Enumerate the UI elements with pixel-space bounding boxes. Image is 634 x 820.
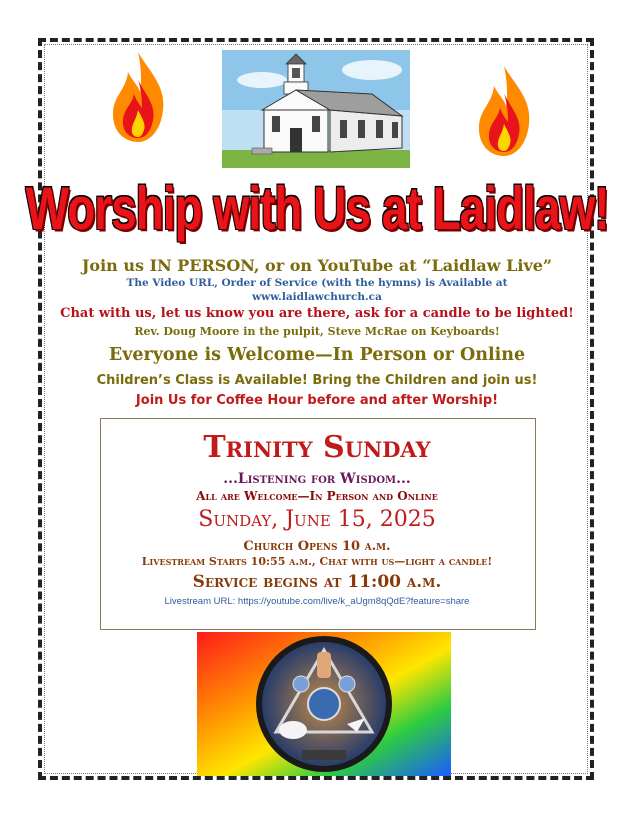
church-illustration (222, 50, 410, 168)
headline: Worship with Us at Laidlaw! (25, 173, 609, 242)
livestream-link[interactable]: https://youtube.com/live/k_aUgm8qQdE?feature=share (237, 596, 470, 607)
flame-icon (474, 64, 534, 159)
video-info (0, 276, 634, 304)
chat-line: Chat with us, let us know you are there, ask for a candle to be lighted! (60, 306, 574, 321)
stained-glass-trinity (197, 632, 451, 776)
video-info-line: The Video URL, Order of Service (with the hymns) is Available at (126, 277, 508, 289)
welcome-line: Everyone is Welcome—In Person or Online (108, 345, 526, 365)
service-begins: Service begins at 11:00 a.m. (192, 572, 442, 592)
join-line: Join us IN PERSON, or on YouTube at “Laidlaw Live” (81, 256, 553, 275)
flame-icon (108, 50, 168, 145)
children-line: Children’s Class is Available! Bring the Children and join us! (96, 373, 538, 388)
service-title: Trinity Sunday (203, 430, 431, 465)
service-date: Sunday, June 15, 2025 (198, 507, 436, 532)
service-welcome: All are Welcome—In Person and Online (196, 489, 438, 503)
website-link[interactable]: www.laidlawchurch.ca (252, 291, 382, 303)
church-opens: Church Opens 10 a.m. (243, 539, 391, 554)
pulpit-line: Rev. Doug Moore in the pulpit, Steve McRae on Keyboards! (134, 325, 500, 338)
livestream-label: Livestream URL: (164, 596, 236, 607)
livestream-starts: Livestream Starts 10:55 a.m., Chat with us—light a candle! (141, 555, 493, 568)
coffee-line: Join Us for Coffee Hour before and after Worship! (135, 393, 499, 408)
livestream-url-line (0, 596, 634, 607)
service-theme: ...Listening for Wisdom... (223, 471, 411, 487)
